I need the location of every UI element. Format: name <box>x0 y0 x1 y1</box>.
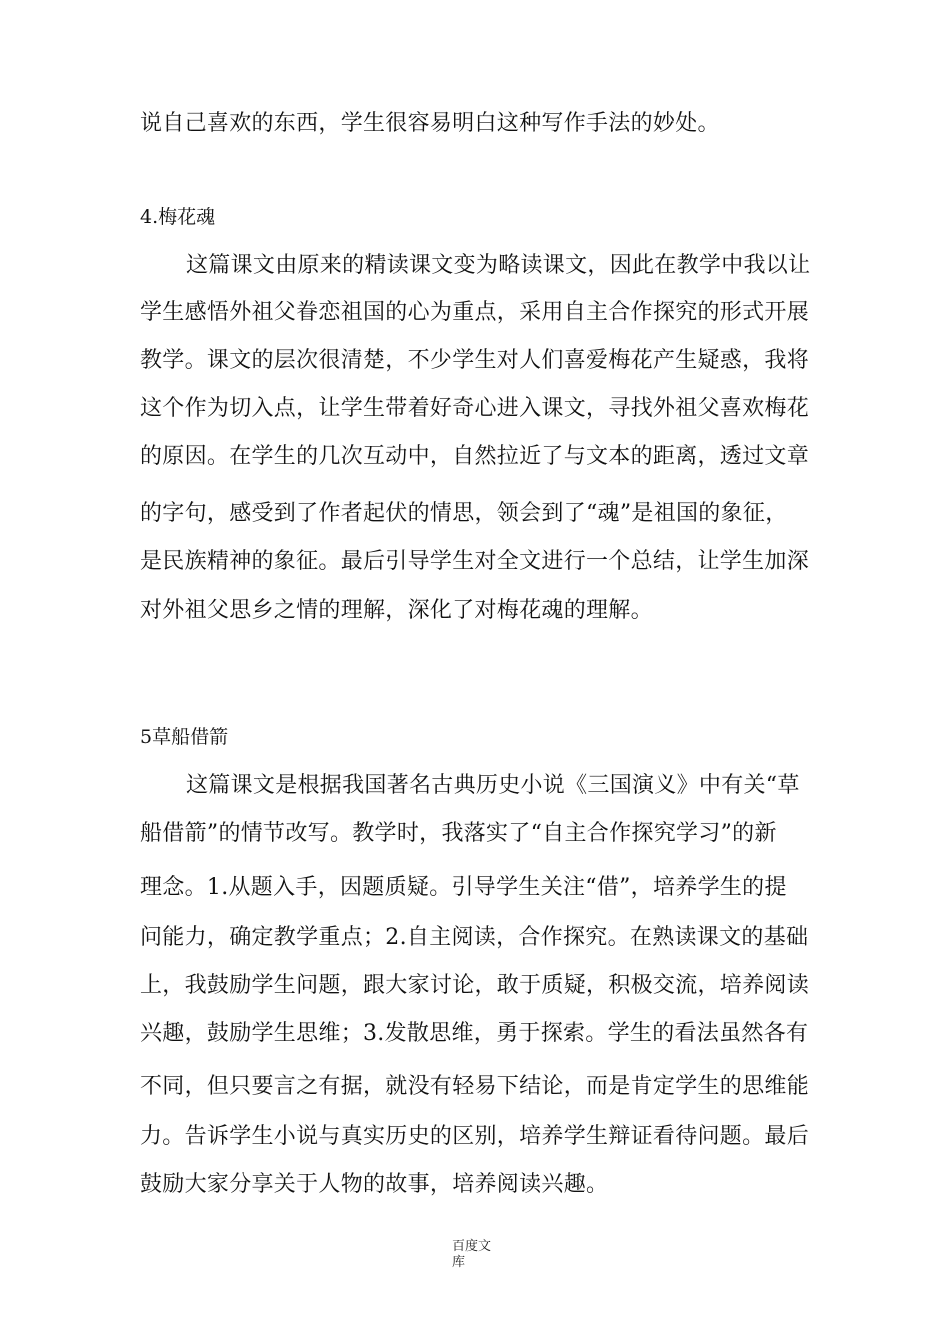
paragraph-line: 理念。1.从题入手，因题质疑。引导学生关注“借”，培养学生的提 <box>140 875 787 900</box>
paragraph-line: 学生感悟外祖父眷恋祖国的心为重点，采用自主合作探究的形式开展 <box>140 300 810 325</box>
paragraph-line: 对外祖父思乡之情的理解，深化了对梅花魂的理解。 <box>140 598 653 623</box>
section-4-heading: 4.梅花魂 <box>140 206 216 228</box>
paragraph-line: 船借箭”的情节改写。教学时，我落实了“自主合作探究学习”的新 <box>140 821 777 846</box>
paragraph-line: 这篇课文由原来的精读课文变为略读课文，因此在教学中我以让 <box>186 253 811 278</box>
paragraph-line: 上，我鼓励学生问题，跟大家讨论，敢于质疑，积极交流，培养阅读 <box>140 973 810 998</box>
paragraph-line: 力。告诉学生小说与真实历史的区别，培养学生辩证看待问题。最后 <box>140 1124 810 1149</box>
paragraph-line: 这篇课文是根据我国著名古典历史小说《三国演义》中有关“草 <box>186 773 800 798</box>
intro-paragraph-line: 说自己喜欢的东西，学生很容易明白这种写作手法的妙处。 <box>140 111 720 136</box>
paragraph-line: 的字句，感受到了作者起伏的情思，领会到了“魂”是祖国的象征， <box>140 501 788 526</box>
paragraph-line: 鼓励大家分享关于人物的故事，培养阅读兴趣。 <box>140 1172 609 1197</box>
footer-label-line-1: 百度文 <box>452 1239 492 1254</box>
section-5-heading: 5草船借箭 <box>140 726 229 748</box>
paragraph-line: 不同，但只要言之有据，就没有轻易下结论，而是肯定学生的思维能 <box>140 1074 810 1099</box>
paragraph-line: 的原因。在学生的几次互动中，自然拉近了与文本的距离，透过文章 <box>140 444 810 469</box>
paragraph-line: 兴趣，鼓励学生思维；3.发散思维，勇于探索。学生的看法虽然各有 <box>140 1021 809 1046</box>
paragraph-line: 是民族精神的象征。最后引导学生对全文进行一个总结，让学生加深 <box>140 549 810 574</box>
paragraph-line: 这个作为切入点，让学生带着好奇心进入课文，寻找外祖父喜欢梅花 <box>140 396 810 421</box>
footer-label-line-2: 库 <box>452 1255 466 1270</box>
paragraph-line: 教学。课文的层次很清楚，不少学生对人们喜爱梅花产生疑惑，我将 <box>140 348 810 373</box>
paragraph-line: 问能力，确定教学重点；2.自主阅读，合作探究。在熟读课文的基础 <box>140 925 809 950</box>
